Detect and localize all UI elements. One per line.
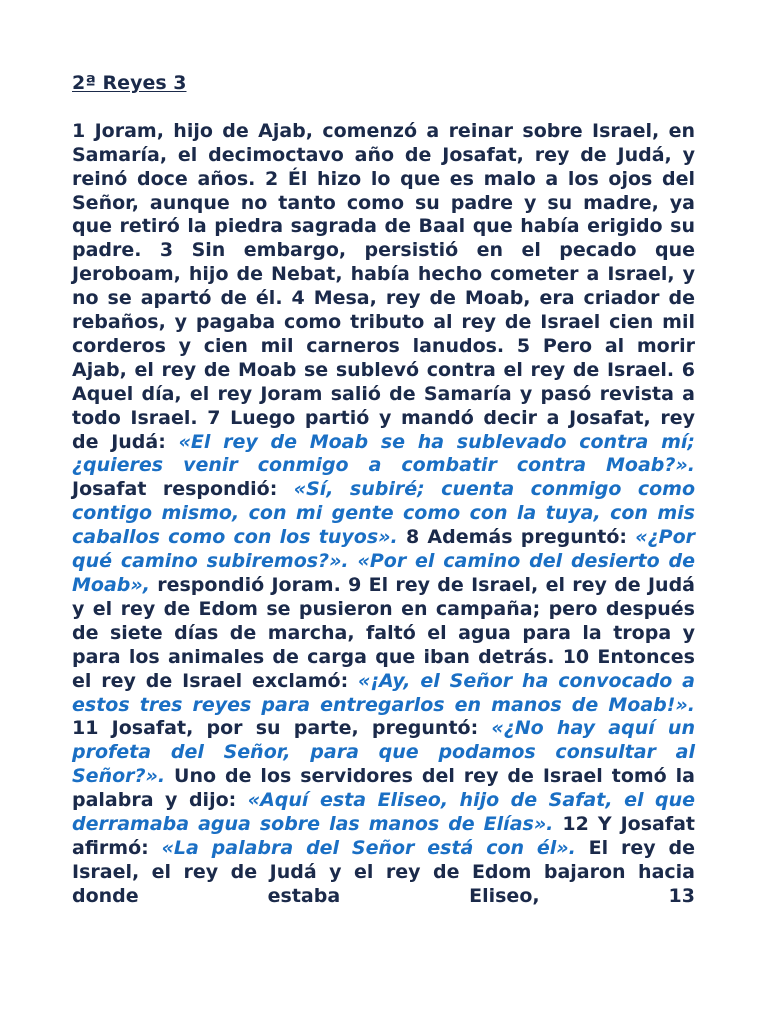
narrative-text: Josafat respondió: — [72, 478, 294, 501]
narrative-text: 11 Josafat, por su parte, preguntó: — [72, 717, 492, 740]
dialogue-quote: «El rey de Moab se ha sublevado contra mí; ¿quieres venir conmigo a combatir contra Moab?». — [72, 430, 695, 477]
chapter-body — [72, 120, 695, 909]
dialogue-quote: «¿Por qué camino subiremos?». «Por el camino del desierto de Moab», — [72, 526, 695, 597]
narrative-text: El rey de Israel, el rey de Judá y el rey de Edom bajaron hacia donde estaba Eliseo, 13 — [72, 836, 695, 907]
dialogue-quote: «Sí, subiré; cuenta conmigo como contigo mismo, con mi gente como con la tuya, con mis caballos como con los tuyos». — [72, 478, 695, 549]
narrative-text: 1 Joram, hijo de Ajab, comenzó a reinar sobre Israel, en Samaría, el decimoctavo año de Josafat, rey de Judá, y reinó doce años. 2 Él hizo lo que es malo a los ojos del Señor, aunque no tanto como su padre y su madre, ya que retiró la piedra sagrada de Baal que había erigido su padre. 3 Sin embargo, persistió en el pecado que Jeroboam, hijo de Nebat, había hecho cometer a Israel, y no se apartó de él. 4 Mesa, rey de Moab, era criador de rebaños, y pagaba como tributo al rey de Israel cien mil corderos y cien mil carneros lanudos. 5 Pero al morir Ajab, el rey de Moab se sublevó contra el rey de Israel. 6 Aquel día, el rey Joram salió de Samaría y pasó revista a todo Israel. 7 Luego partió y mandó decir a Josafat, rey de Judá: — [72, 119, 695, 453]
dialogue-quote: «La palabra del Señor está con él». — [161, 836, 576, 859]
narrative-text: respondió Joram. 9 El rey de Israel, el rey de Judá y el rey de Edom se pusieron en campaña; pero después de siete días de marcha, faltó el agua para la tropa y para los animales de carga que iban detrás. 10 Entonces el rey de Israel exclamó: — [72, 574, 695, 692]
document-page — [72, 72, 695, 909]
narrative-text: 8 Además preguntó: — [397, 526, 636, 549]
narrative-text: 12 Y Josafat afirmó: — [72, 813, 695, 859]
dialogue-quote: «¿No hay aquí un profeta del Señor, para que podamos consultar al Señor?». — [72, 717, 695, 788]
dialogue-quote: «Aquí esta Eliseo, hijo de Safat, el que derramaba agua sobre las manos de Elías». — [72, 789, 695, 836]
narrative-text: Uno de los servidores del rey de Israel tomó la palabra y dijo: — [72, 765, 695, 812]
dialogue-quote: «¡Ay, el Señor ha convocado a estos tres reyes para entregarlos en manos de Moab!». — [72, 669, 695, 716]
chapter-title: 2ª Reyes 3 — [72, 72, 187, 94]
